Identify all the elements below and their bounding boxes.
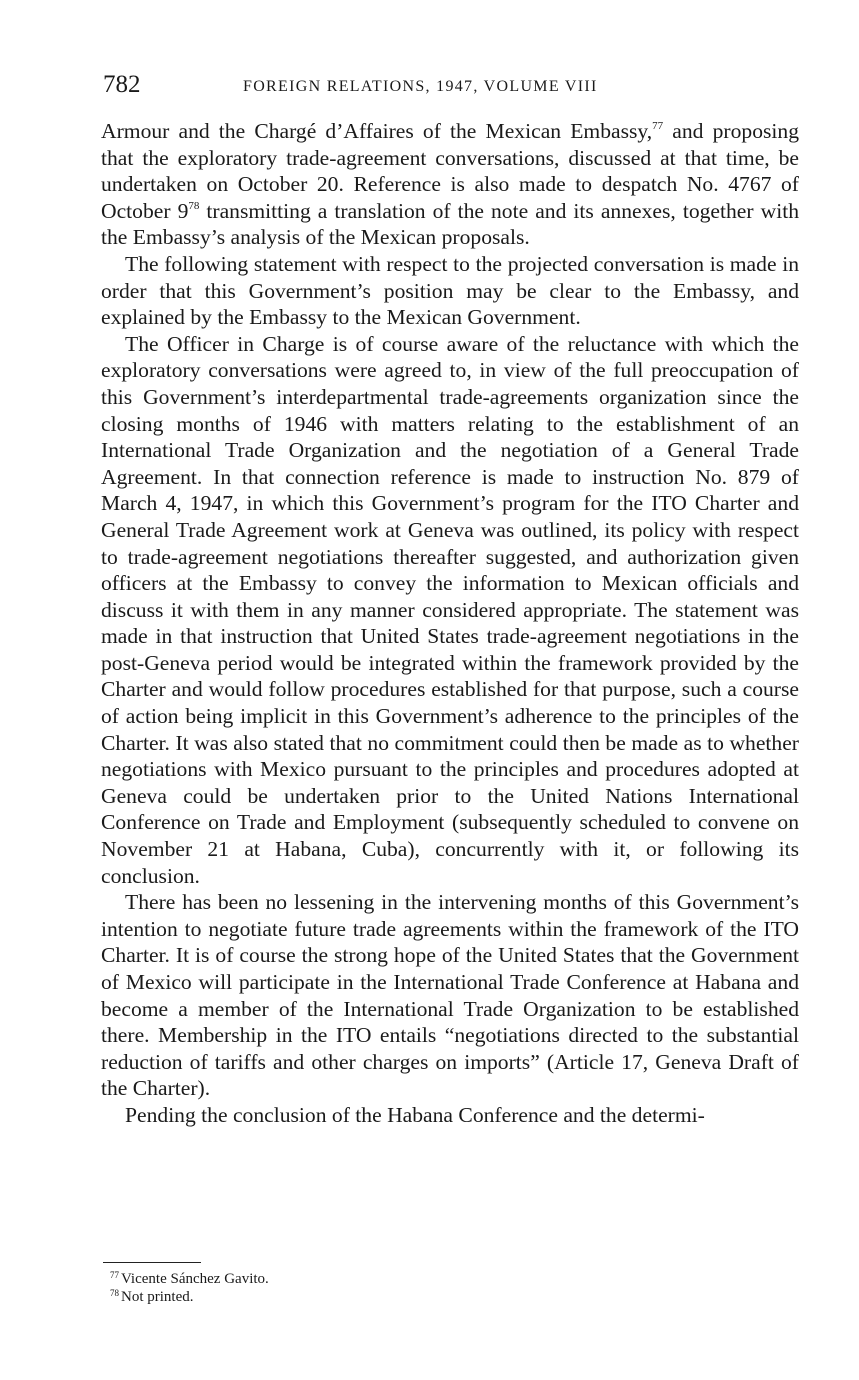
paragraph-5: Pending the conclusion of the Habana Conference and the determi- xyxy=(125,1102,705,1127)
footnote-divider xyxy=(103,1262,201,1263)
footnote-77 xyxy=(110,1270,269,1288)
footnote-78 xyxy=(110,1288,269,1306)
footnote-ref-78: 78 xyxy=(188,199,200,212)
page-number: 782 xyxy=(103,71,141,98)
paragraph-1-part-a: Armour and the Chargé d’Affaires of the Mexican Embassy, xyxy=(101,119,653,143)
body-text xyxy=(101,118,799,1129)
paragraph-4: There has been no lessening in the intervening months of this Government’s intention to negotiate future trade agreements within the framework of the ITO Charter. It is of course the strong hope of the United States that the Government of Mexico will participate in the International Trade Conference at Habana and become a member of the International Trade Organization to be established there. Membership in the ITO entails “negotiations directed to the substantial reduction of tariffs and other charges on imports” (Article 17, Geneva Draft of the Charter). xyxy=(101,890,799,1101)
footnote-ref-77: 77 xyxy=(652,120,664,132)
paragraph-1-part-b: and proposing that the exploratory trade-agreement conversations, discussed at that time, be undertaken on October 20. Reference is also made to despatch No. 4767 of October 9 xyxy=(101,119,799,223)
footnote-number: 78 xyxy=(110,1288,119,1298)
paragraph-2: The following statement with respect to the projected conversation is made in order that this Government’s position may be clear to the Embassy, and explained by the Embassy to the Mexican Government. xyxy=(101,251,799,330)
footnote-text: Vicente Sánchez Gavito. xyxy=(121,1271,269,1287)
footnote-text: Not printed. xyxy=(121,1289,194,1305)
footnote-number: 77 xyxy=(110,1270,119,1280)
paragraph-1-part-c: transmitting a translation of the note and its annexes, together with the Embassy’s analysis of the Mexican proposals. xyxy=(101,198,799,250)
page-header xyxy=(103,70,803,104)
paragraph-1 xyxy=(101,118,799,251)
paragraph-3: The Officer in Charge is of course aware of the reluctance with which the exploratory conversations were agreed to, in view of the full preoccupation of this Government’s interdepartmental trade-agreements organization since the closing months of 1946 with matters relating to the establishment of an International Trade Organization and the negotiation of a General Trade Agreement. In that connection reference is made to instruction No. 879 of March 4, 1947, in which this Government’s program for the ITO Charter and General Trade Agreement work at Geneva was outlined, its policy with respect to trade-agreement negotiations thereafter suggested, and authorization given officers at the Embassy to convey the information to Mexican officials and discuss it with them in any manner considered appropriate. The statement was made in that instruction that United States trade-agreement negotiations in the post-Geneva period would be integrated within the framework provided by the Charter and would follow procedures established for that purpose, such a course of action being implicit in this Government’s adherence to the principles of the Charter. It was also stated that no commitment could then be made as to whether negotiations with Mexico pursuant to the principles and procedures adopted at Geneva could be undertaken prior to the United Nations International Conference on Trade and Employment (subsequently scheduled to convene on November 21 at Habana, Cuba), concurrently with it, or following its conclusion. xyxy=(101,331,799,888)
running-head: FOREIGN RELATIONS, 1947, VOLUME VIII xyxy=(243,78,598,95)
footnotes xyxy=(110,1270,269,1306)
